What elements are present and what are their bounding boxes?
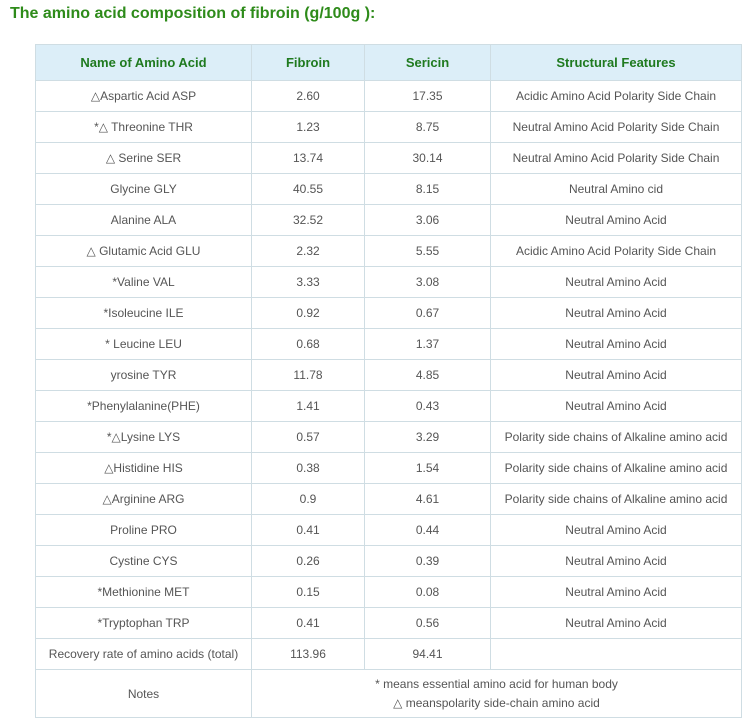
cell-fibroin: 3.33 xyxy=(252,267,365,298)
table-row xyxy=(36,298,742,329)
cell-fibroin: 0.9 xyxy=(252,484,365,515)
cell-fibroin: 0.26 xyxy=(252,546,365,577)
cell-features: Neutral Amino Acid Polarity Side Chain xyxy=(491,112,742,143)
cell-sericin: 0.56 xyxy=(365,608,491,639)
cell-sericin: 0.39 xyxy=(365,546,491,577)
header-features: Structural Features xyxy=(491,45,742,81)
cell-features: Neutral Amino cid xyxy=(491,174,742,205)
table-row xyxy=(36,143,742,174)
page-title: The amino acid composition of fibroin (g/100g ): xyxy=(10,5,376,22)
cell-name: △Arginine ARG xyxy=(36,484,252,515)
cell-name: *Phenylalanine(PHE) xyxy=(36,391,252,422)
header-fibroin: Fibroin xyxy=(252,45,365,81)
notes-row xyxy=(36,670,742,718)
table-row xyxy=(36,577,742,608)
cell-fibroin: 40.55 xyxy=(252,174,365,205)
cell-fibroin: 2.60 xyxy=(252,81,365,112)
table-row xyxy=(36,608,742,639)
cell-sericin: 3.06 xyxy=(365,205,491,236)
cell-sericin: 0.67 xyxy=(365,298,491,329)
cell-features: Neutral Amino Acid xyxy=(491,298,742,329)
cell-name: *Valine VAL xyxy=(36,267,252,298)
cell-name: * Leucine LEU xyxy=(36,329,252,360)
table-row xyxy=(36,422,742,453)
table-row xyxy=(36,205,742,236)
cell-name: *△ Threonine THR xyxy=(36,112,252,143)
table-row xyxy=(36,391,742,422)
cell-features: Neutral Amino Acid xyxy=(491,329,742,360)
header-name: Name of Amino Acid xyxy=(36,45,252,81)
cell-features: Neutral Amino Acid xyxy=(491,577,742,608)
cell-name: yrosine TYR xyxy=(36,360,252,391)
cell-features: Acidic Amino Acid Polarity Side Chain xyxy=(491,236,742,267)
cell-sericin: 0.43 xyxy=(365,391,491,422)
amino-acid-table xyxy=(35,44,742,718)
cell-sericin: 17.35 xyxy=(365,81,491,112)
cell-sericin: 30.14 xyxy=(365,143,491,174)
cell-fibroin: 0.68 xyxy=(252,329,365,360)
cell-features: Neutral Amino Acid xyxy=(491,360,742,391)
table-row xyxy=(36,639,742,670)
table-row xyxy=(36,484,742,515)
cell-sericin: 3.29 xyxy=(365,422,491,453)
cell-sericin: 0.08 xyxy=(365,577,491,608)
cell-fibroin: 0.41 xyxy=(252,608,365,639)
cell-fibroin: 0.57 xyxy=(252,422,365,453)
cell-name: Glycine GLY xyxy=(36,174,252,205)
cell-fibroin: 1.23 xyxy=(252,112,365,143)
cell-name: *△Lysine LYS xyxy=(36,422,252,453)
cell-features: Neutral Amino Acid xyxy=(491,267,742,298)
cell-sericin: 1.54 xyxy=(365,453,491,484)
cell-name: *Isoleucine ILE xyxy=(36,298,252,329)
cell-features: Neutral Amino Acid xyxy=(491,205,742,236)
cell-name: Alanine ALA xyxy=(36,205,252,236)
table-row xyxy=(36,453,742,484)
table-row xyxy=(36,546,742,577)
table-row xyxy=(36,360,742,391)
cell-name: *Tryptophan TRP xyxy=(36,608,252,639)
table-row xyxy=(36,515,742,546)
cell-features: Neutral Amino Acid xyxy=(491,608,742,639)
cell-name: △Histidine HIS xyxy=(36,453,252,484)
table-row xyxy=(36,329,742,360)
cell-sericin: 8.75 xyxy=(365,112,491,143)
cell-sericin: 3.08 xyxy=(365,267,491,298)
cell-name: △ Serine SER xyxy=(36,143,252,174)
cell-name: Proline PRO xyxy=(36,515,252,546)
cell-sericin: 1.37 xyxy=(365,329,491,360)
cell-sericin: 4.61 xyxy=(365,484,491,515)
cell-sericin: 5.55 xyxy=(365,236,491,267)
table-row xyxy=(36,112,742,143)
cell-fibroin: 113.96 xyxy=(252,639,365,670)
cell-sericin: 8.15 xyxy=(365,174,491,205)
cell-features: Polarity side chains of Alkaline amino acid xyxy=(491,453,742,484)
cell-fibroin: 2.32 xyxy=(252,236,365,267)
cell-features: Polarity side chains of Alkaline amino acid xyxy=(491,422,742,453)
table-row xyxy=(36,174,742,205)
table-row xyxy=(36,236,742,267)
cell-features xyxy=(491,639,742,670)
cell-fibroin: 13.74 xyxy=(252,143,365,174)
cell-fibroin: 0.15 xyxy=(252,577,365,608)
cell-fibroin: 32.52 xyxy=(252,205,365,236)
note-polarity: △ meanspolarity side-chain amino acid xyxy=(393,695,600,710)
cell-name: △Aspartic Acid ASP xyxy=(36,81,252,112)
cell-sericin: 94.41 xyxy=(365,639,491,670)
cell-features: Polarity side chains of Alkaline amino acid xyxy=(491,484,742,515)
notes-content xyxy=(252,670,742,718)
cell-features: Neutral Amino Acid Polarity Side Chain xyxy=(491,143,742,174)
cell-features: Neutral Amino Acid xyxy=(491,391,742,422)
cell-fibroin: 0.41 xyxy=(252,515,365,546)
cell-name: *Methionine MET xyxy=(36,577,252,608)
cell-fibroin: 0.38 xyxy=(252,453,365,484)
cell-sericin: 4.85 xyxy=(365,360,491,391)
table-header-row xyxy=(36,45,742,81)
cell-sericin: 0.44 xyxy=(365,515,491,546)
table-row xyxy=(36,267,742,298)
cell-features: Acidic Amino Acid Polarity Side Chain xyxy=(491,81,742,112)
cell-name: △ Glutamic Acid GLU xyxy=(36,236,252,267)
header-sericin: Sericin xyxy=(365,45,491,81)
cell-fibroin: 11.78 xyxy=(252,360,365,391)
note-essential: * means essential amino acid for human body xyxy=(375,676,618,691)
cell-features: Neutral Amino Acid xyxy=(491,546,742,577)
cell-name: Recovery rate of amino acids (total) xyxy=(36,639,252,670)
notes-label: Notes xyxy=(36,670,252,718)
cell-fibroin: 1.41 xyxy=(252,391,365,422)
cell-name: Cystine CYS xyxy=(36,546,252,577)
table-row xyxy=(36,81,742,112)
cell-fibroin: 0.92 xyxy=(252,298,365,329)
cell-features: Neutral Amino Acid xyxy=(491,515,742,546)
